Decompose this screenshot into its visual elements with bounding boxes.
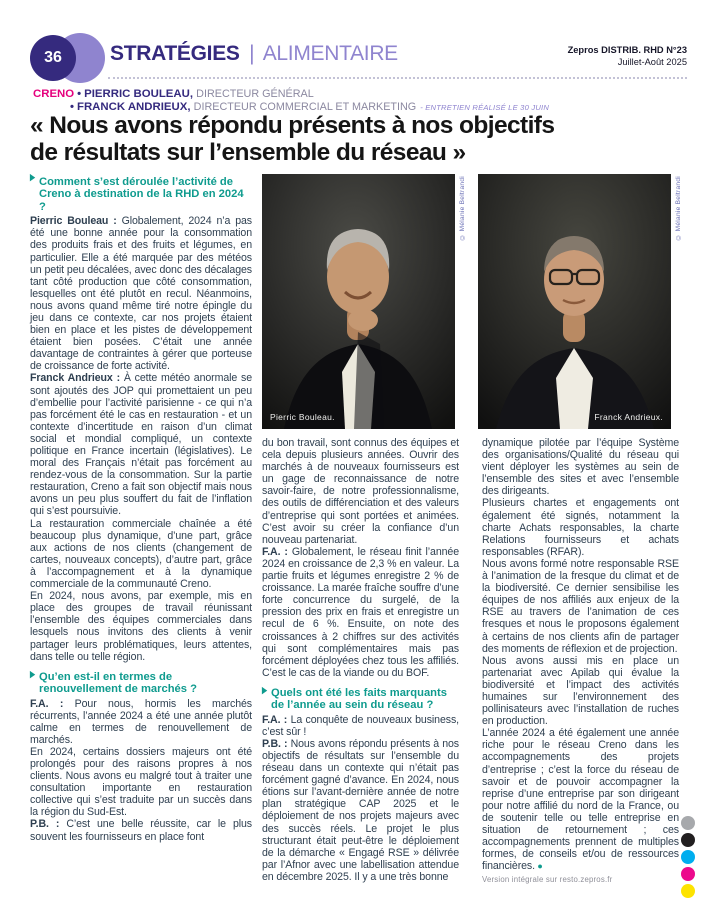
question-marker-icon: ▶ — [30, 172, 35, 183]
kicker — [33, 88, 549, 114]
speaker-1-name: PIERRIC BOULEAU, — [84, 88, 193, 100]
column-2 — [262, 437, 459, 884]
speaker-name: F.A. : — [262, 713, 291, 726]
right-zone — [262, 174, 687, 909]
speaker-2-name: FRANCK ANDRIEUX, — [77, 101, 191, 113]
footer-note: Version intégrale sur resto.zepros.fr — [482, 875, 613, 885]
magenta-registration-dot — [681, 867, 695, 881]
article-paragraph: F.A. : La conquête de nouveaux business, c’est sûr ! — [262, 713, 459, 738]
speaker-2-role: DIRECTEUR COMMERCIAL ET MARKETING — [193, 101, 417, 113]
article-paragraph: L’année 2024 a été également une année riche pour le réseau Creno dans les accompagnements des projets d’entreprise ; c’est la force du réseau de savoir et de pouvoir accompagner la reprise d’une entreprise par son dirigeant pour notre affilié du nord de la France, ou de soutenir telle ou telle entreprise en situation de retournement ; ces accompagnements prennent de multiples formes, de conseils et/ou de ressources financières. ● — [482, 727, 679, 873]
article-body — [30, 174, 687, 909]
speaker-name: P.B. : — [262, 737, 291, 750]
article-paragraph: En 2024, nous avons, par exemple, mis en place des groupes de travail réunissant l’ensemble des équipes commerciales dans lesquels nous invitons des clients à venir partager leurs problématiques, leurs attentes, dans telle ou telle région. — [30, 590, 252, 663]
interview-question — [262, 687, 459, 712]
photo-credit: © Mélanie Beltrandi — [675, 176, 682, 241]
portrait-illustration — [262, 174, 455, 429]
section-subname: ALIMENTAIRE — [262, 42, 398, 65]
article-paragraph: Franck Andrieux : À cette météo anormale se sont ajoutés des JOP qui promettaient un peu d’embellie pour l’activité parisienne - ce qui n’a pas forcément été le cas en restauration - et un contexte d’incertitude en raison d’un climat social et mondial compliqué, un contexte politique en France incertain (législatives). Le moral des Français n’était pas forcément au rendez-vous de la consommation. Sur la partie restauration, Creno a fait son objectif mais nous avons un peu plus souffert du fait de l’inflation qui s’est poursuivie. — [30, 372, 252, 518]
article-paragraph: Nous avons formé notre responsable RSE à l’animation de la fresque du climat et de la biodiversité. Ce dernier sensibilise les équipes de nos affiliés aux enjeux de la RSE au travers de l’animation de ces fresques et nous le proposons également à certains de nos clients afin de partager des moments de réflexion et de projection. — [482, 557, 679, 655]
photo-credit: © Mélanie Beltrandi — [459, 176, 466, 241]
yellow-registration-dot — [681, 884, 695, 898]
article-paragraph: Nous avons aussi mis en place un partenariat avec Apilab qui évalue la biodiversité et l’impact des activités humaines sur l’environnement des pollinisateurs avec l’installation de ruches en production. — [482, 654, 679, 728]
question-text: Comment s’est déroulée l’activité de Creno à destination de la RHD en 2024 ? — [39, 176, 244, 213]
article-paragraph: du bon travail, sont connus des équipes et cela depuis plusieurs années. Ouvrir des marchés à de nouveaux fournisseurs est un gage de reconnaissance de notre savoir-faire, de notre professionnalisme, des outils de différenciation et des valeurs d’entreprise qui sont portées et animées. C’est avoir su créer la confiance d’un nouveau partenariat. — [262, 437, 459, 546]
column-1 — [30, 174, 252, 909]
section-separator: | — [249, 42, 255, 65]
article-paragraph: Pierric Bouleau : Globalement, 2024 n’a pas été une bonne année pour la consommation des produits frais et des fruits et légumes, en particulier. Elle a été marquée par des météos un petit peu décalées, avec donc des décalages tant côté production que côté consommation, lesquelles ont été plutôt en recul. Néanmoins, nous avons quand même tiré notre épingle du jeu dans ce contexte, car nos projets étaient bien en place et les pistes de développement étaient bien posées. C’était une année davantage de contraintes à gérer que porteuse de croissance de forte activité. — [30, 215, 252, 373]
question-marker-icon: ▶ — [262, 686, 267, 696]
section-title — [110, 42, 398, 66]
article-paragraph: En 2024, certains dossiers majeurs ont été prolongés pour des raisons propres à nos clients. Nous avons eu malgré tout à traiter une consultation importante en restauration collective qui s’est traduite par un succès dans la région du Sud-Est. — [30, 745, 252, 819]
black-registration-dot — [681, 833, 695, 847]
article-paragraph: dynamique pilotée par l’équipe Système des organisations/Qualité du réseau qui vient déployer les systèmes au sein de l’ensemble des sites et avec l’ensemble des dirigeants. — [482, 437, 679, 498]
section-name: STRATÉGIES — [110, 42, 240, 65]
page-number: 36 — [30, 35, 76, 81]
issue-date: Juillet-Août 2025 — [617, 56, 687, 67]
speaker-name: F.A. : — [30, 697, 75, 710]
end-of-article-dot: ● — [534, 861, 543, 872]
page-header — [30, 32, 687, 82]
headline-line-2: de résultats sur l’ensemble du réseau » — [30, 139, 466, 166]
photo-caption: Franck Andrieux. — [594, 412, 663, 422]
article-paragraph: La restauration commerciale chaînée a été beaucoup plus dynamique, d’une part, grâce aux actions de nos clients (changement de cartes, nouveaux concepts), d’autre part, grâce à l’accompagnement et à la dynamique commerciale de la communauté Creno. — [30, 517, 252, 591]
page-number-badge — [30, 32, 108, 84]
speaker-name: F.A. : — [262, 545, 292, 558]
speaker-name: Pierric Bouleau : — [30, 215, 122, 228]
speaker-name: Franck Andrieux : — [30, 372, 124, 385]
speaker-name: P.B. : — [30, 818, 67, 831]
portrait-illustration — [478, 174, 671, 429]
brand-name: CRENO — [33, 88, 75, 100]
issue-info — [568, 45, 687, 68]
print-registration-dots — [681, 816, 695, 898]
headline-line-1: « Nous avons répondu présents à nos objectifs — [30, 112, 555, 139]
bullet-separator: • — [70, 101, 74, 113]
photo-pierric-bouleau — [262, 174, 466, 429]
issue-number: Zepros DISTRIB. RHD N°23 — [567, 45, 687, 55]
interview-question — [30, 671, 252, 696]
interview-date-note: - ENTRETIEN RÉALISÉ LE 30 JUIN — [420, 103, 550, 112]
column-3 — [482, 437, 679, 884]
bullet-separator: • — [77, 88, 82, 100]
photo-row — [262, 174, 687, 429]
article-headline — [30, 112, 685, 166]
question-marker-icon: ▶ — [30, 669, 35, 680]
gray-registration-dot — [681, 816, 695, 830]
speaker-1-role: DIRECTEUR GÉNÉRAL — [196, 88, 314, 100]
dotted-rule — [108, 77, 687, 79]
article-paragraph: P.B. : C’est une belle réussite, car le plus souvent les fournisseurs en place font — [30, 818, 253, 843]
article-paragraph: Plusieurs chartes et engagements ont également été signés, notamment la charte Achats responsables, la charte Relations fournisseurs et achats responsables (RFAR). — [482, 497, 679, 558]
article-paragraph: F.A. : Pour nous, hormis les marchés récurrents, l’année 2024 a été une année plutôt calme en termes de renouvellement de marchés. — [30, 697, 252, 746]
kicker-line-1 — [33, 88, 549, 101]
cyan-registration-dot — [681, 850, 695, 864]
photo-franck-andrieux — [478, 174, 682, 429]
right-text-columns — [262, 437, 687, 884]
question-text: Qu’en est-il en termes de renouvellement de marchés ? — [39, 670, 197, 696]
article-paragraph: F.A. : Globalement, le réseau finit l’année 2024 en croissance de 2,3 % en valeur. La partie fruits et légumes enregistre 2 % de croissance. La marée fraîche souffre d’une forte concurrence du surgelé, de la pression des prix en frais et enregistre un recul de 6 %. Ensuite, on note des croissances à 2 chiffres sur des activités qui sont complémentaires mais pas forcément déployées chez tous les affiliés. C’est le cas de la viande ou du BOF. — [262, 545, 459, 679]
question-text: Quels ont été les faits marquants de l’année au sein du réseau ? — [271, 686, 447, 712]
interview-question — [30, 172, 252, 213]
article-paragraph: P.B. : Nous avons répondu présents à nos objectifs de résultats sur l’ensemble du réseau dans un contexte qui n’était pas forcément gagné d’avance. En 2024, nous étions sur l’avant-dernière année de notre plan stratégique CAP 2025 et le déploiement de nos projets majeurs avec des succès réels. Le projet le plus structurant était peut-être le déploiement de la démarche « Engagé RSE » délivrée par l’Afnor avec une labellisation attendue en décembre 2025. Il y a une très bonne — [262, 737, 460, 883]
photo-caption: Pierric Bouleau. — [270, 412, 335, 422]
